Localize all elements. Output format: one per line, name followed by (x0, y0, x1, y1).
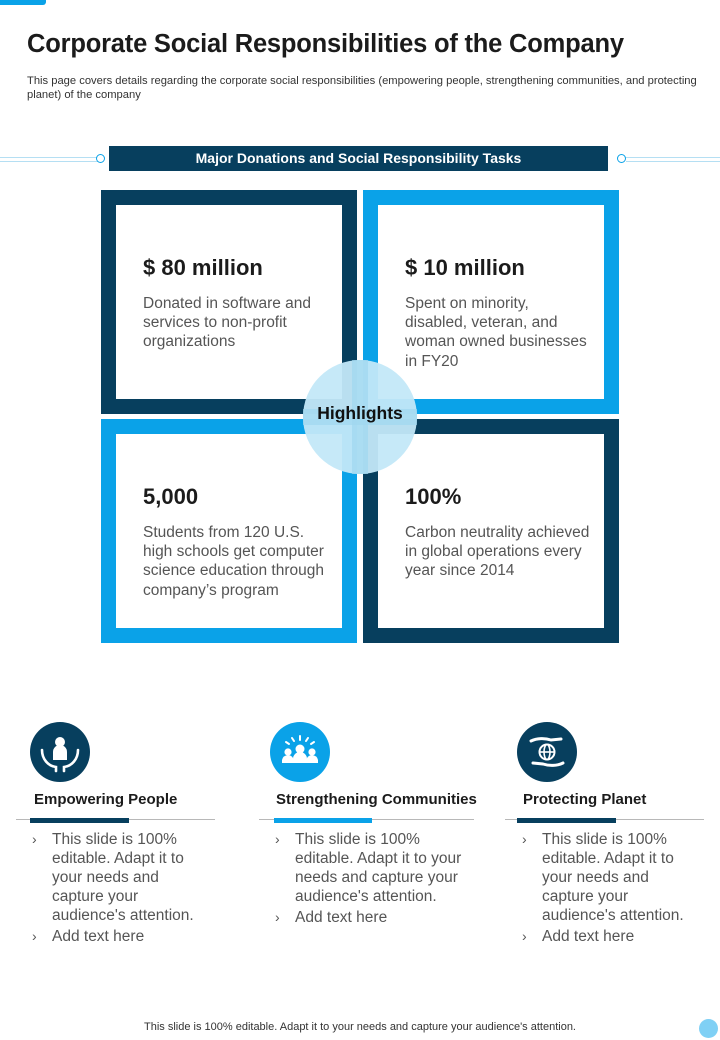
bullet-text: This slide is 100% editable. Adapt it to your needs and capture your audience's attention. (52, 831, 194, 924)
highlight-text: Spent on minority, disabled, veteran, and woman owned businesses in FY20 (405, 295, 587, 370)
column-divider-accent (274, 818, 372, 823)
chevron-right-icon: › (32, 831, 37, 847)
page-title: Corporate Social Responsibilities of the Company (27, 30, 624, 58)
bullet-text: Add text here (542, 928, 635, 945)
highlight-text: Carbon neutrality achieved in global operations every year since 2014 (405, 524, 590, 580)
column-divider-accent (30, 818, 129, 823)
community-icon (270, 722, 330, 782)
globe-hands-icon (517, 722, 577, 782)
highlight-value: $ 10 million (405, 255, 525, 280)
column-bullets (32, 830, 202, 948)
highlight-value: 5,000 (143, 484, 199, 509)
column-bullets (522, 830, 692, 948)
column-title: Empowering People (34, 791, 178, 808)
list-item (275, 908, 475, 927)
banner-line-right (626, 157, 720, 162)
column-bullets (275, 830, 475, 929)
bullet-text: This slide is 100% editable. Adapt it to your needs and capture your audience's attention. (295, 831, 462, 905)
bullet-text: This slide is 100% editable. Adapt it to your needs and capture your audience's attention. (542, 831, 684, 924)
bullet-text: Add text here (52, 928, 145, 945)
page-subtitle: This page covers details regarding the corporate social responsibilities (empowering people, strengthening communities, and protecting planet) of the company (27, 75, 697, 101)
highlight-value: $ 80 million (143, 255, 263, 280)
highlight-value: 100% (405, 484, 462, 509)
footer-dot (699, 1019, 718, 1038)
bullet-text: Add text here (295, 909, 388, 926)
top-accent-bar (0, 0, 46, 5)
banner-line-left (0, 157, 98, 162)
list-item (522, 830, 692, 925)
footer-text: This slide is 100% editable. Adapt it to your needs and capture your audience's attention. (144, 1021, 576, 1033)
list-item (32, 927, 202, 946)
chevron-right-icon: › (275, 831, 280, 847)
list-item (522, 927, 692, 946)
highlights-label: Highlights (317, 403, 403, 423)
chevron-right-icon: › (522, 928, 527, 944)
banner-dot-right (617, 154, 626, 163)
column-title: Strengthening Communities (276, 791, 477, 808)
person-hands-icon (30, 722, 90, 782)
section-banner: Major Donations and Social Responsibility Tasks (109, 146, 608, 171)
banner-dot-left (96, 154, 105, 163)
column-title: Protecting Planet (523, 791, 647, 808)
highlight-text: Students from 120 U.S. high schools get computer science education through company’s program (143, 524, 324, 599)
chevron-right-icon: › (275, 909, 280, 925)
chevron-right-icon: › (522, 831, 527, 847)
highlight-text: Donated in software and services to non-profit organizations (143, 295, 312, 351)
column-divider-accent (517, 818, 616, 823)
list-item (32, 830, 202, 925)
list-item (275, 830, 475, 906)
chevron-right-icon: › (32, 928, 37, 944)
